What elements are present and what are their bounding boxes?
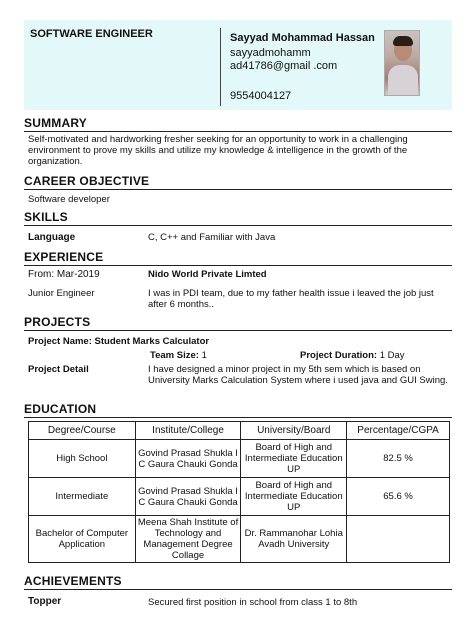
percentage-cell: 82.5 % bbox=[347, 440, 450, 478]
column-header: University/Board bbox=[241, 422, 347, 440]
career-objective-text: Software developer bbox=[28, 194, 110, 205]
degree-cell: Intermediate bbox=[29, 478, 136, 516]
projects-heading: PROJECTS bbox=[24, 315, 452, 331]
education-heading: EDUCATION bbox=[24, 402, 452, 418]
column-header: Degree/Course bbox=[29, 422, 136, 440]
achievement-text: Secured first position in school from class 1 to 8th bbox=[148, 597, 358, 608]
board-cell: Dr. Rammanohar Lohia Avadh University bbox=[241, 516, 347, 563]
skill-value: C, C++ and Familiar with Java bbox=[148, 232, 276, 243]
phone-number: 9554004127 bbox=[230, 90, 292, 102]
education-table bbox=[28, 421, 450, 563]
experience-detail: I was in PDI team, due to my father health issue i leaved the job just after 6 months.. bbox=[148, 288, 434, 310]
skill-label: Language bbox=[28, 232, 76, 243]
project-name: Project Name: Student Marks Calculator bbox=[28, 336, 210, 347]
achievement-label: Topper bbox=[28, 596, 62, 607]
skills-heading: SKILLS bbox=[24, 210, 452, 226]
percentage-cell bbox=[347, 516, 450, 563]
project-team-size: Team Size: 1 bbox=[150, 350, 207, 361]
project-detail-label: Project Detail bbox=[28, 364, 89, 375]
header-divider bbox=[220, 28, 221, 106]
candidate-name: Sayyad Mohammad Hassan bbox=[230, 32, 375, 44]
table-row bbox=[29, 478, 450, 516]
institute-cell: Govind Prasad Shukla I C Gaura Chauki Gonda bbox=[135, 440, 241, 478]
column-header: Institute/College bbox=[135, 422, 241, 440]
project-detail: I have designed a minor project in my 5th sem which is based on University Marks Calculation System where i used java and GUI Swing. bbox=[148, 364, 448, 386]
percentage-cell: 65.6 % bbox=[347, 478, 450, 516]
table-row bbox=[29, 440, 450, 478]
table-row bbox=[29, 516, 450, 563]
achievements-heading: ACHIEVEMENTS bbox=[24, 574, 452, 590]
experience-company: Nido World Private Limted bbox=[148, 269, 267, 280]
degree-cell: High School bbox=[29, 440, 136, 478]
board-cell: Board of High and Intermediate Education UP bbox=[241, 440, 347, 478]
summary-heading: SUMMARY bbox=[24, 116, 452, 132]
project-duration: Project Duration: 1 Day bbox=[300, 350, 405, 361]
job-title: SOFTWARE ENGINEER bbox=[30, 28, 153, 40]
experience-role: Junior Engineer bbox=[28, 288, 95, 299]
career-objective-heading: CAREER OBJECTIVE bbox=[24, 174, 452, 190]
resume-header bbox=[24, 20, 452, 110]
summary-text: Self-motivated and hardworking fresher seeking for an opportunity to work in a challenging environment to prove my skills and utilize my knowledge & intelligence in the growth of the organization. bbox=[28, 134, 408, 167]
institute-cell: Meena Shah Institute of Technology and Management Degree Collage bbox=[135, 516, 241, 563]
board-cell: Board of High and Intermediate Education UP bbox=[241, 478, 347, 516]
degree-cell: Bachelor of Computer Application bbox=[29, 516, 136, 563]
education-header-row bbox=[29, 422, 450, 440]
email-address: sayyadmohamm ad41786@gmail .com bbox=[230, 47, 338, 72]
profile-photo bbox=[384, 30, 420, 96]
column-header: Percentage/CGPA bbox=[347, 422, 450, 440]
experience-from: From: Mar-2019 bbox=[28, 269, 100, 280]
institute-cell: Govind Prasad Shukla I C Gaura Chauki Gonda bbox=[135, 478, 241, 516]
experience-heading: EXPERIENCE bbox=[24, 250, 452, 266]
